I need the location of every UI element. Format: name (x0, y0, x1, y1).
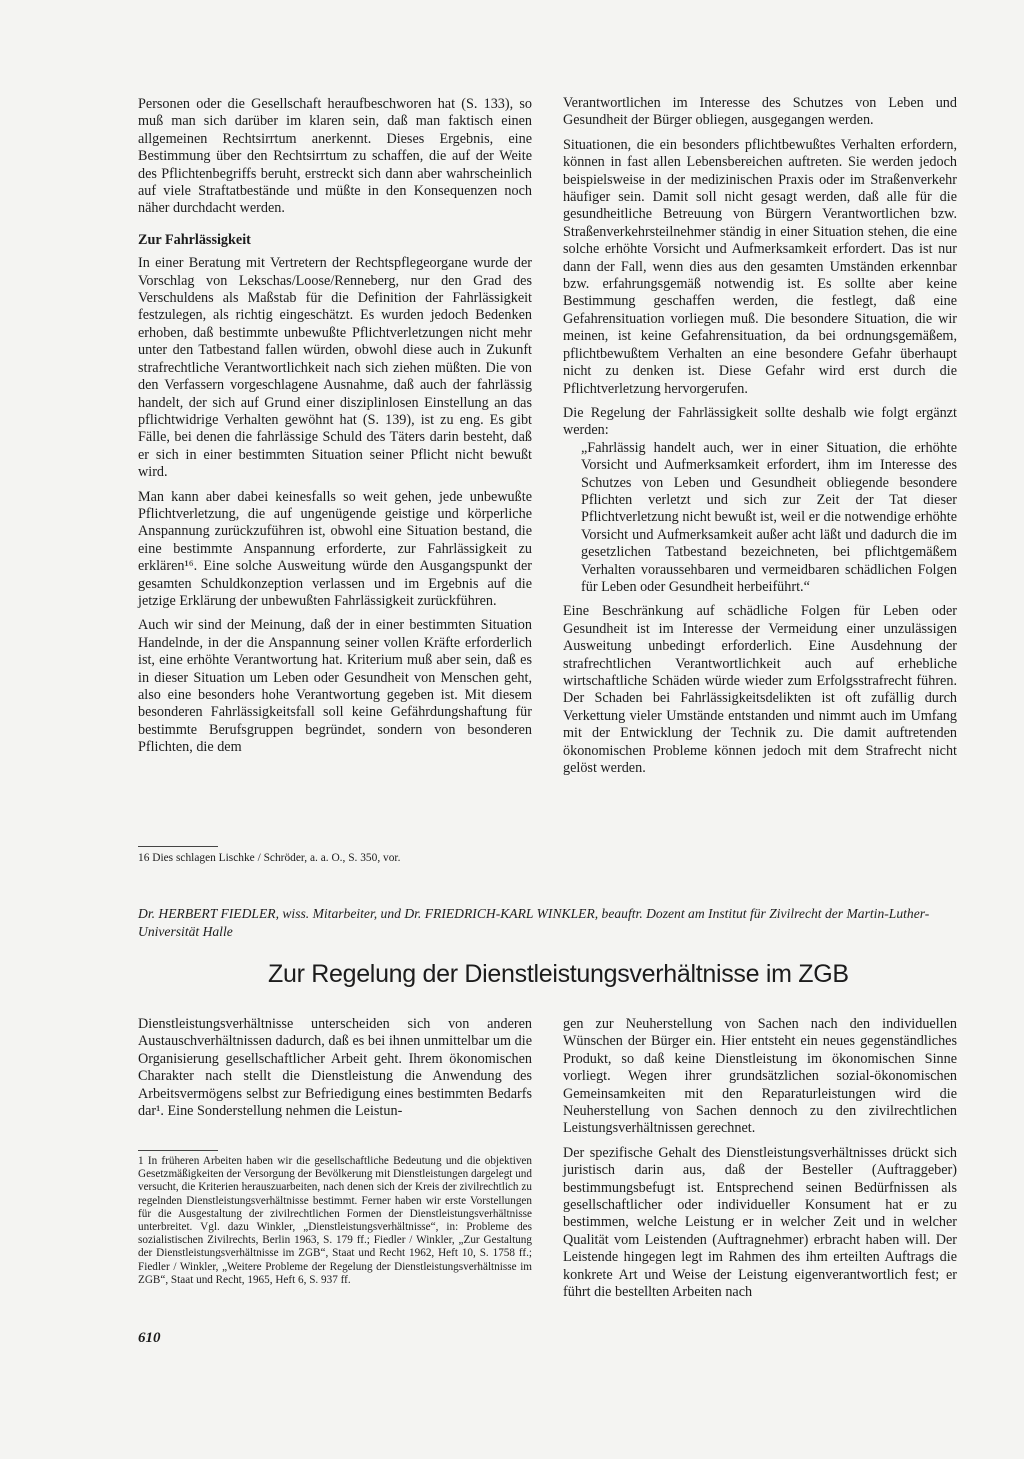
paragraph: Eine Beschränkung auf schädliche Folgen für Leben oder Gesundheit ist im Interesse der Vermeidung einer unzulässigen Ausweitung unbedingt erforderlich. Eine Ausdehnung der strafrechtlichen Verantwortlichkeit auch auf erhebliche wirtschaftliche Schäden würde wieder zum Erfolgsstrafrecht führen. Der Schaden bei Fahrlässigkeitsdelikten ist oft zufällig durch Verkettung vieler Umstände entstanden und nimmt auch im Umfang mit der Entwicklung der Technik zu. Die damit auftretenden ökonomischen Probleme können jedoch mit dem Strafrecht nicht gelöst werden. (563, 603, 957, 777)
page-number: 610 (138, 1330, 161, 1346)
paragraph: Personen oder die Gesellschaft heraufbeschworen hat (S. 133), so muß man sich darüber im klaren sein, daß man faktisch einen allgemeinen Rechtsirrtum anerkennt. Dieses Ergebnis, eine Bestimmung über den Rechtsirrtum zu schaffen, die auf der Weite des Pflichtenbegriffs beruht, erstreckt sich dann aber wahrscheinlich auf viele Straftatbestände und müßte in den Konsequenzen noch näher durchdacht werden. (138, 96, 532, 217)
footnote-divider (138, 1150, 218, 1151)
paragraph: Situationen, die ein besonders pflichtbewußtes Verhalten erfordern, können in fast allen Lebensbereichen auftreten. Sie werden jedoch beispielsweise in der medizinischen Praxis oder im Straßenverkehr häufiger sein. Damit soll nicht gesagt werden, daß alle für die gesundheitliche Betreuung von Bürgern Verantwortlichen bzw. Straßenverkehrsteilnehmer ständig in einer Situation stehen, die eine solche erhöhte Vorsicht und Aufmerksamkeit erfordert. Das ist nur dann der Fall, wenn dies aus den gesamten Umständen erkennbar bzw. erfahrungsgemäß notwendig ist. Es sollte aber keine Bestimmung geschaffen werden, die festlegt, daß eine Gefahrensituation vorliegen muß. Die besondere Situation, die wir meinen, ist keine Gefahrensituation, da bei ordnungsgemäßem, pflichtbewußtem Verhalten an eine besondere Gefahr überhaupt nicht zu denken ist. Diese Gefahr wird erst durch die Pflichtverletzung hervorgerufen. (563, 136, 957, 397)
right-column-bottom (563, 1016, 957, 1309)
article-title: Zur Regelung der Dienstleistungsverhältnisse im ZGB (268, 960, 849, 988)
footnote-divider (138, 846, 218, 847)
footnote: 16 Dies schlagen Lischke / Schröder, a. a. O., S. 350, vor. (138, 852, 401, 864)
paragraph: Die Regelung der Fahrlässigkeit sollte deshalb wie folgt ergänzt werden: (563, 404, 957, 439)
paragraph: Man kann aber dabei keinesfalls so weit gehen, jede unbewußte Pflichtverletzung, die auf ungenügende geistige und körperliche Anspannung zurückzuführen ist, obwohl eine Situation bestand, die eine bestimmte Anspannung erforderte, zur Fahrlässigkeit zu erklären¹⁶. Eine solche Ausweitung würde den Ausgangspunkt der gesamten Schuldkonzeption verlassen und im Ergebnis auf die jetzige Erklärung der unbewußten Fahrlässigkeit zurückführen. (138, 488, 532, 609)
left-column-bottom (138, 1016, 532, 1127)
paragraph: gen zur Neuherstellung von Sachen nach den individuellen Wünschen der Bürger ein. Hier entsteht ein neues gegenständliches Produkt, so daß keine Dienstleistung im ökonomischen Sinne vorliegt. Wegen ihrer grundsätzlichen sozial-ökonomischen Gemeinsamkeiten mit den Reparaturleistungen wird die Neuherstellung von Sachen dennoch zu den zivilrechtlichen Leistungsverhältnissen gerechnet. (563, 1016, 957, 1137)
block-quote: „Fahrlässig handelt auch, wer in einer Situation, die erhöhte Vorsicht und Aufmerksamkeit erfordert, ihm im Interesse des Schutzes von Leben und Gesundheit obliegende besondere Pflichten verletzt und sich zur Zeit der Tat dieser Pflichtverletzung nicht bewußt ist, weil er die notwendige erhöhte Vorsicht und Aufmerksamkeit außer acht läßt und dadurch die im gesetzlichen Tatbestand bezeichneten, bei pflichtgemäßem Verhalten voraussehbaren und vermeidbaren schädlichen Folgen für Leben oder Gesundheit herbeiführt.“ (581, 439, 957, 595)
paragraph: In einer Beratung mit Vertretern der Rechtspflegeorgane wurde der Vorschlag von Lekschas/Loose/Renneberg, nur den Grad des Verschuldens als Maßstab für die Definition der Fahrlässigkeit festzulegen, als richtig eingeschätzt. Es wurden jedoch Bedenken erhoben, daß bestimmte unbewußte Pflichtverletzungen nicht mehr unter den Tatbestand fallen würden, obwohl diese auch in Zukunft strafrechtliche Verantwortlichkeit nach sich ziehen müßten. Die von den Verfassern vorgeschlagene Ausnahme, daß auch der fahrlässig handelt, der sich auf Grund einer disziplinlosen Einstellung an das pflichtwidrige Verhalten gewöhnt hat (S. 139), ist zu eng. Es gibt Fälle, bei denen die fahrlässige Schuld des Täters darin besteht, daß er sich in einer bestimmten Situation seiner Pflicht nicht bewußt wird. (138, 255, 532, 481)
paragraph: Der spezifische Gehalt des Dienstleistungsverhältnisses drückt sich juristisch darin aus, daß der Besteller (Auftraggeber) bestimmungsbefugt ist. Entsprechend seinen Bedürfnissen als gesellschaftlicher oder individueller Konsument hat er zu bestimmen, welche Leistung er in welcher Zeit und in welcher Qualität vom Leistenden (Auftragnehmer) erbracht haben will. Der Leistende hingegen legt im Rahmen des ihm erteilten Auftrags die konkrete Art und Weise der Leistung eigenverantwortlich fest; er führt die bestellten Arbeiten nach (563, 1144, 957, 1301)
right-column-top (563, 95, 957, 784)
author-line: Dr. HERBERT FIEDLER, wiss. Mitarbeiter, und Dr. FRIEDRICH-KARL WINKLER, beauftr. Dozent am Institut für Zivilrecht der Martin-Luther-Universität Halle (138, 906, 930, 939)
section-heading: Zur Fahrlässigkeit (138, 231, 251, 248)
left-column-top (138, 96, 532, 764)
paragraph: Auch wir sind der Meinung, daß der in einer bestimmten Situation Handelnde, in der die Anspannung seiner vollen Kräfte erforderlich ist, eine erhöhte Verantwortung hat. Kriterium muß aber sein, daß es in dieser Situation um Leben oder Gesundheit von Menschen geht, also eine besonders hohe Verantwortung gegeben ist. Mit diesem besonderen Fahrlässigkeitsfall soll keine Gefährdungshaftung für bestimmte Berufsgruppen begründet, sondern von besonderen Pflichten, die dem (138, 617, 532, 756)
paragraph: Dienstleistungsverhältnisse unterscheiden sich von anderen Austauschverhältnissen dadurch, daß es bei ihnen unmittelbar um die Organisierung gesellschaftlicher Arbeit geht. Ihrem ökonomischen Charakter nach stellt die Dienstleistung die Anwendung des Arbeitsvermögens selbst zur Befriedigung eines bestimmten Bedarfs dar¹. Eine Sonderstellung nehmen die Leistun- (138, 1016, 532, 1120)
paragraph: Verantwortlichen im Interesse des Schutzes von Leben und Gesundheit der Bürger obliegen, ausgegangen werden. (563, 95, 957, 129)
footnote: 1 In früheren Arbeiten haben wir die gesellschaftliche Bedeutung und die objektiven Gesetzmäßigkeiten der Versorgung der Bevölkerung mit Dienstleistungen dargelegt und versucht, die Kriterien herauszuarbeiten, nach denen sich der Kreis der zivilrechtlich zu regelnden Dienstleistungsverhältnisse bestimmt. Ferner haben wir erste Vorstellungen für die Ausgestaltung der zivilrechtlichen Formen der Dienstleistungsverhältnisse unterbreitet. Vgl. dazu Winkler, „Dienstleistungsverhältnisse“, in: Probleme des sozialistischen Zivilrechts, Berlin 1963, S. 179 ff.; Fiedler / Winkler, „Zur Gestaltung der Dienstleistungsverhältnisse im ZGB“, Staat und Recht 1962, Heft 10, S. 1758 ff.; Fiedler / Winkler, „Weitere Probleme der Regelung der Dienstleistungsverhältnisse im ZGB“, Staat und Recht, 1965, Heft 6, S. 937 ff. (138, 1155, 532, 1286)
